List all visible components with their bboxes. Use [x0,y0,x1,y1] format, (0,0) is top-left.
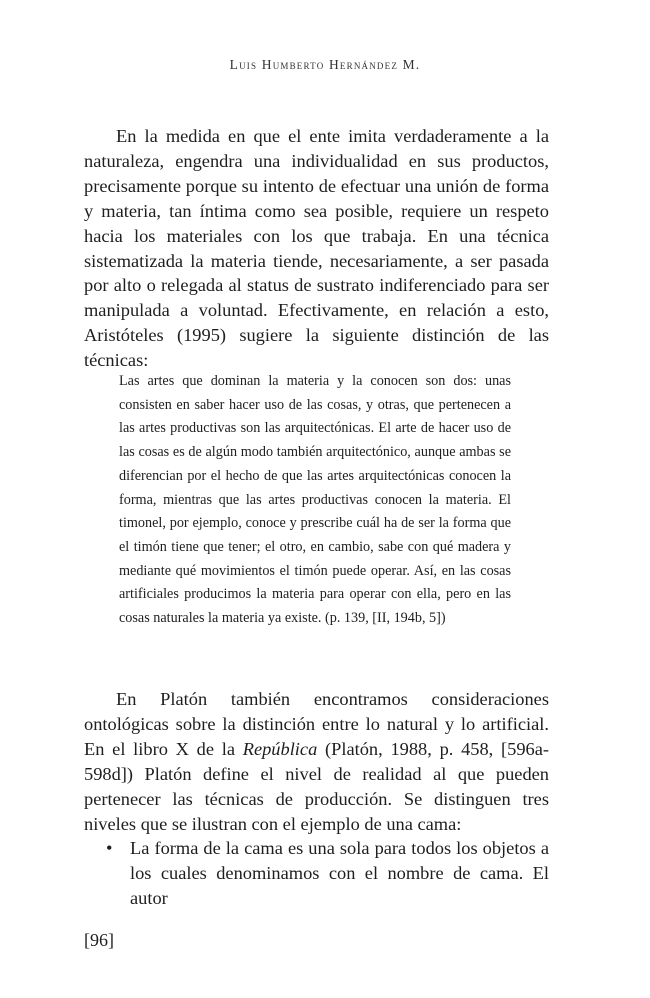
list-item-text: La forma de la cama es una sola para todos los objetos a los cuales denominamos con el nombre de cama. El autor [130,838,549,909]
levels-list [84,836,549,911]
book-title-republica: República [242,738,318,759]
running-head: Luis Humberto Hernández M. [229,57,421,72]
block-quote: Las artes que dominan la materia y la conocen son dos: unas consisten en saber hacer uso de las cosas, y otras, que pertenecen a las artes productivas son las arquitectónicas. El arte de hacer uso de las cosas es de algún modo también arquitectónico, aunque ambas se diferencian por el hecho de que las artes arquitectónicas conocen la forma, mientras que las artes productivas conocen la materia. El timonel, por ejemplo, conoce y prescribe cuál ha de ser la forma que el timón tiene que tener; el otro, en cambio, sabe con qué madera y mediante qué movimientos el timón puede operar. Así, en las cosas artificiales producimos la materia para operar con ella, pero en las cosas naturales la materia ya existe. (p. 139, [II, 194b, 5]) [119,373,511,627]
paragraph-2-text-a: En Platón también encontramos consideraciones ontológicas sobre la distinción entre lo natural y lo artificial. En el libro X de la [84,689,549,759]
paragraph-2-block [84,687,549,911]
paragraph-1: En la medida en que el ente imita verdaderamente a la naturaleza, engendra una individualidad en sus productos, precisamente porque su intento de efectuar una unión de forma y materia, tan íntima como sea posible, requiere un respeto hacia los materiales con los que trabaja. En una técnica sistematizada la materia tiende, necesariamente, a ser pasada por alto o relegada al status de sustrato indiferenciado para ser manipulada a voluntad. Efectivamente, en relación a esto, Aristóteles (1995) sugiere la siguiente distinción de las técnicas: [84,126,549,371]
page-number: [96] [84,930,114,950]
paragraph-2-text-b: (Platón, 1988, p. 458, [596a-598d]) Platón define el nivel de realidad al que pueden pertenecer las técnicas de producción. Se distinguen tres niveles que se ilustran con el ejemplo de una cama: [84,738,549,834]
bullet-icon: • [106,838,113,859]
paragraph-1-block [84,124,549,373]
list-item [84,836,549,911]
paragraph-2 [84,687,549,836]
